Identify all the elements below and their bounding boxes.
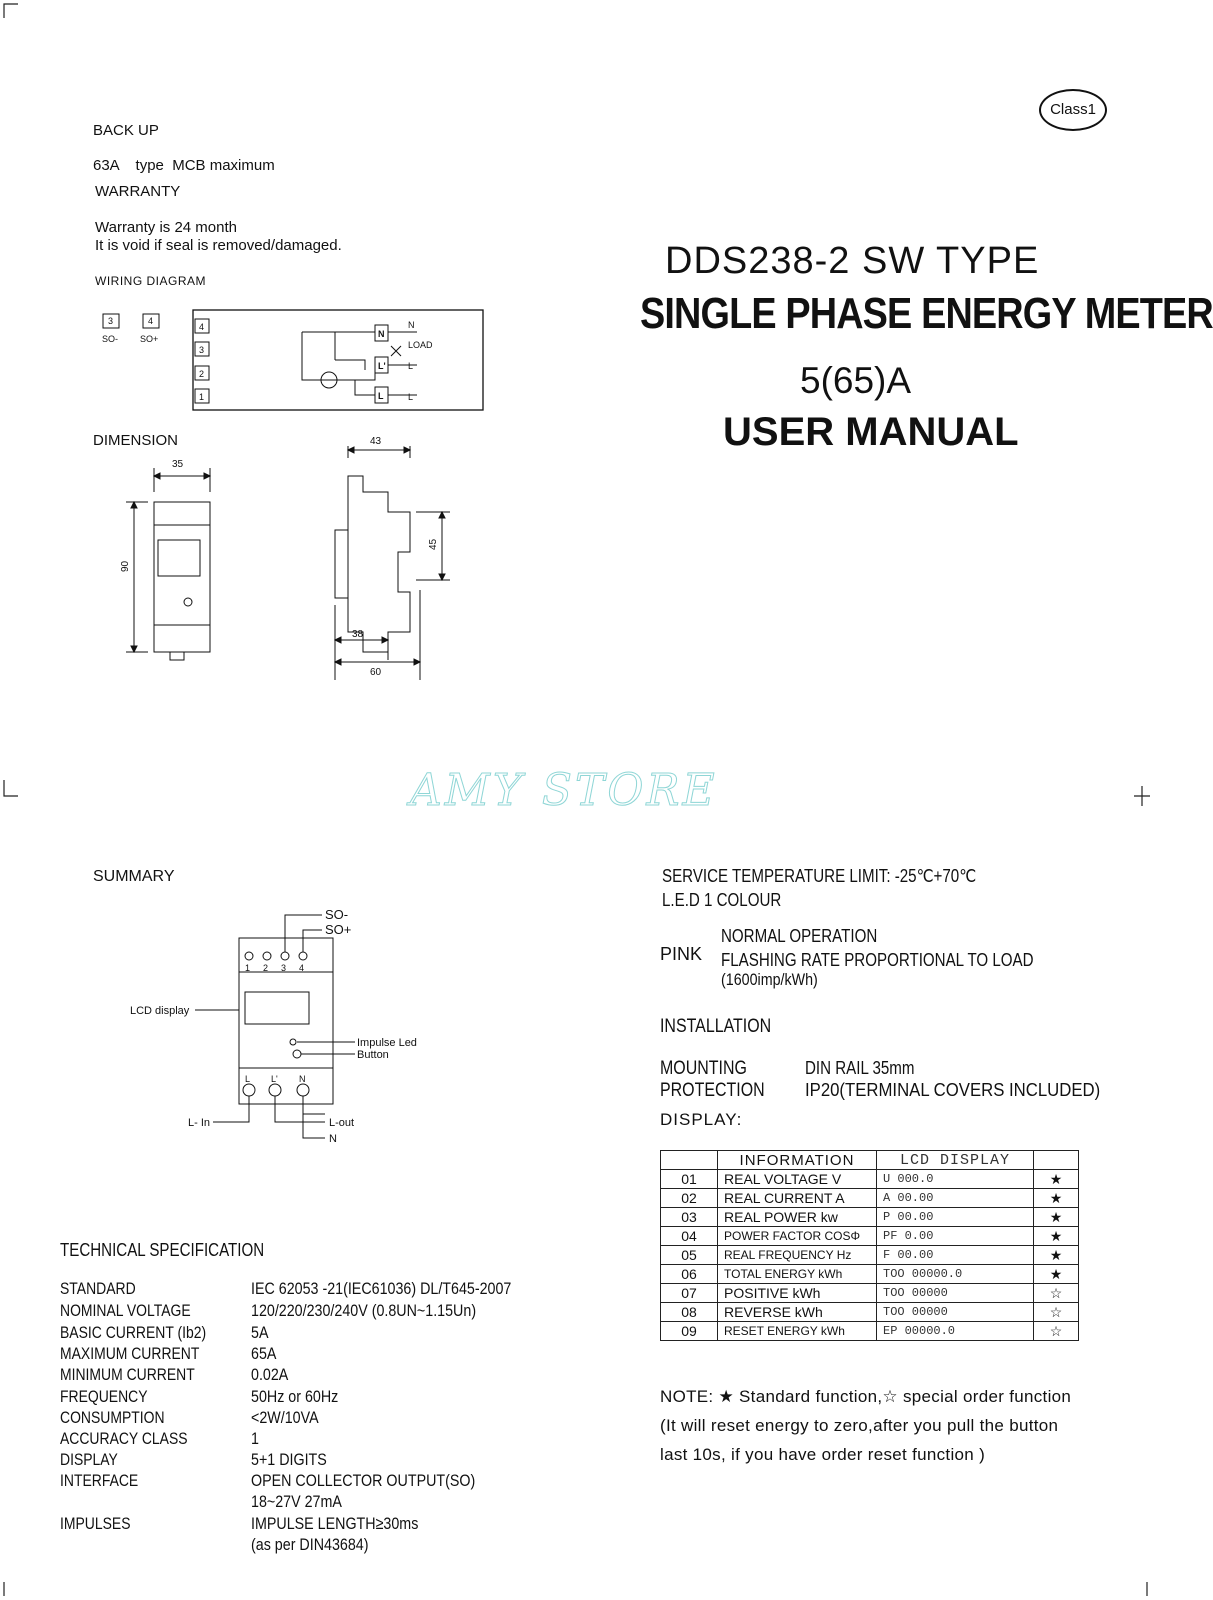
watermark: AMY STORE [410,765,718,816]
display-col-header [1034,1151,1079,1170]
display-col-header [661,1151,718,1170]
display-table-row [661,1189,1079,1208]
protection-value: IP20(TERMINAL COVERS INCLUDED) [805,1080,1101,1100]
so4-num: 4 [148,316,154,326]
display-table-header [661,1151,1079,1170]
row-function-icon: ★ [1034,1170,1079,1189]
class-badge [1039,89,1107,131]
row-lcd-display: EP 00000.0 [877,1322,1034,1341]
warranty-line1: Warranty is 24 month [95,219,237,236]
warranty-line2: It is void if seal is removed/damaged. [95,237,342,254]
row-function-icon: ★ [1034,1265,1079,1284]
dim-60: 60 [370,667,382,678]
summary-diagram [125,900,455,1150]
spec-value: 50Hz or 60Hz [251,1387,339,1406]
spec-value: 5+1 DIGITS [251,1450,327,1469]
dim-90: 90 [120,560,131,572]
spec-value: 0.02A [251,1365,289,1384]
row-number: 06 [661,1265,718,1284]
wiring-term-n: N [378,329,385,339]
summary-term-1: 1 [245,963,251,973]
wire-lout-label: L [408,361,414,371]
installation-heading: INSTALLATION [660,1016,772,1037]
tech-spec-heading: TECHNICAL SPECIFICATION [60,1240,265,1260]
row-number: 07 [661,1284,718,1303]
display-table [660,1150,1079,1341]
dim-35: 35 [172,459,184,470]
wiring-heading: WIRING DIAGRAM [95,274,206,288]
display-col-header: INFORMATION [718,1151,877,1170]
display-table-row [661,1284,1079,1303]
row-function-icon: ☆ [1034,1303,1079,1322]
spec-key: MINIMUM CURRENT [60,1365,195,1384]
summary-term-3: 3 [281,963,287,973]
row-function-icon: ★ [1034,1246,1079,1265]
row-lcd-display: U 000.0 [877,1170,1034,1189]
spec-value: 18~27V 27mA [251,1492,342,1511]
row-lcd-display: PF 0.00 [877,1227,1034,1246]
note-line3: last 10s, if you have order reset function ) [660,1445,986,1464]
spec-key: INTERFACE [60,1471,139,1490]
summary-so-minus: SO- [325,907,349,922]
spec-key: FREQUENCY [60,1387,148,1406]
summary-impulse-led: Impulse Led [357,1037,417,1049]
wiring-term-2: 2 [199,369,205,379]
row-information: POSITIVE kWh [718,1284,877,1303]
note-line2: (It will reset energy to zero,after you pull the button [660,1416,1059,1435]
row-number: 09 [661,1322,718,1341]
backup-text: 63A type MCB maximum [93,157,275,174]
class-badge-text: Class1 [1050,101,1096,118]
product-title: SINGLE PHASE ENERGY METER [640,289,1213,338]
spec-key: MAXIMUM CURRENT [60,1344,200,1363]
summary-button: Button [357,1049,389,1061]
led-heading: L.E.D 1 COLOUR [662,890,782,910]
wiring-term-4: 4 [199,322,205,332]
display-heading: DISPLAY: [660,1110,743,1129]
row-information: REAL CURRENT A [718,1189,877,1208]
so4-label: SO+ [140,334,159,344]
spec-value: 65A [251,1344,277,1363]
manual-title: USER MANUAL [723,410,1019,454]
rating-title: 5(65)A [800,360,912,401]
row-function-icon: ☆ [1034,1284,1079,1303]
row-number: 03 [661,1208,718,1227]
spec-value: 5A [251,1323,269,1342]
row-function-icon: ☆ [1034,1322,1079,1341]
display-col-header: LCD DISPLAY [877,1151,1034,1170]
dim-45: 45 [428,538,439,550]
display-table-row [661,1246,1079,1265]
spec-key: BASIC CURRENT (Ib2) [60,1323,207,1342]
spec-key: CONSUMPTION [60,1408,165,1427]
summary-term-4: 4 [299,963,305,973]
row-number: 02 [661,1189,718,1208]
led-line3: (1600imp/kWh) [721,970,818,989]
row-information: POWER FACTOR COSΦ [718,1227,877,1246]
summary-lcd-label: LCD display [130,1005,190,1017]
wire-n-label: N [408,320,415,330]
mounting-label: MOUNTING [660,1058,747,1079]
row-function-icon: ★ [1034,1208,1079,1227]
summary-bot-n: N [299,1074,306,1084]
row-lcd-display: P 00.00 [877,1208,1034,1227]
summary-term-2: 2 [263,963,269,973]
display-table-row [661,1170,1079,1189]
row-lcd-display: TOO 00000 [877,1284,1034,1303]
summary-heading: SUMMARY [93,868,175,885]
spec-key: DISPLAY [60,1450,118,1469]
led-color: PINK [660,944,703,964]
wiring-term-l: L [378,391,384,401]
spec-key: STANDARD [60,1279,136,1298]
spec-value: 1 [251,1429,259,1448]
summary-bot-l: L [245,1074,251,1084]
row-information: RESET ENERGY kWh [718,1322,877,1341]
wiring-term-3: 3 [199,345,205,355]
spec-value: IMPULSE LENGTH≥30ms [251,1514,419,1533]
row-information: REAL FREQUENCY Hz [718,1246,877,1265]
mounting-value: DIN RAIL 35mm [805,1058,915,1078]
spec-value: <2W/10VA [251,1408,319,1427]
row-lcd-display: A 00.00 [877,1189,1034,1208]
summary-l-in: L- In [188,1117,211,1129]
row-number: 05 [661,1246,718,1265]
dim-38: 38 [352,629,364,640]
spec-key: IMPULSES [60,1514,131,1533]
spec-key: NOMINAL VOLTAGE [60,1301,191,1320]
wiring-diagram [95,300,475,420]
row-lcd-display: F 00.00 [877,1246,1034,1265]
wire-load-label: LOAD [408,340,433,350]
display-table-row [661,1265,1079,1284]
protection-label: PROTECTION [660,1080,765,1101]
row-function-icon: ★ [1034,1189,1079,1208]
spec-value: OPEN COLLECTOR OUTPUT(SO) [251,1471,476,1490]
summary-bot-lp: L' [271,1074,278,1084]
row-number: 01 [661,1170,718,1189]
model-title: DDS238-2 SW TYPE [665,240,1040,282]
note-line1: NOTE: ★ Standard function,☆ special order function [660,1387,1072,1406]
row-information: REAL VOLTAGE V [718,1170,877,1189]
summary-n: N [329,1133,337,1145]
led-line1: NORMAL OPERATION [721,926,878,946]
wiring-term-lp: L' [378,361,386,371]
display-table-row [661,1227,1079,1246]
led-line2: FLASHING RATE PROPORTIONAL TO LOAD [721,950,1034,970]
spec-value: (as per DIN43684) [251,1535,369,1554]
summary-l-out: L-out [329,1117,355,1129]
display-table-row [661,1303,1079,1322]
service-temp: SERVICE TEMPERATURE LIMIT: -25℃+70℃ [662,866,977,886]
dimension-heading: DIMENSION [93,432,179,449]
display-table-row [661,1322,1079,1341]
wiring-term-1: 1 [199,392,205,402]
spec-value: 120/220/230/240V (0.8UN~1.15Un) [251,1301,477,1320]
row-lcd-display: TOO 00000.0 [877,1265,1034,1284]
so3-num: 3 [108,316,114,326]
spec-key: ACCURACY CLASS [60,1429,188,1448]
row-information: REAL POWER kw [718,1208,877,1227]
row-lcd-display: TOO 00000 [877,1303,1034,1322]
summary-so-plus: SO+ [325,922,352,937]
so3-label: SO- [102,334,119,344]
display-table-row [661,1208,1079,1227]
row-function-icon: ★ [1034,1227,1079,1246]
row-information: REVERSE kWh [718,1303,877,1322]
spec-value: IEC 62053 -21(IEC61036) DL/T645-2007 [251,1279,512,1298]
dim-43: 43 [370,436,382,447]
warranty-heading: WARRANTY [95,183,181,200]
wire-lin-label: L [408,392,414,402]
row-number: 08 [661,1303,718,1322]
backup-heading: BACK UP [93,122,159,139]
row-number: 04 [661,1227,718,1246]
row-information: TOTAL ENERGY kWh [718,1265,877,1284]
